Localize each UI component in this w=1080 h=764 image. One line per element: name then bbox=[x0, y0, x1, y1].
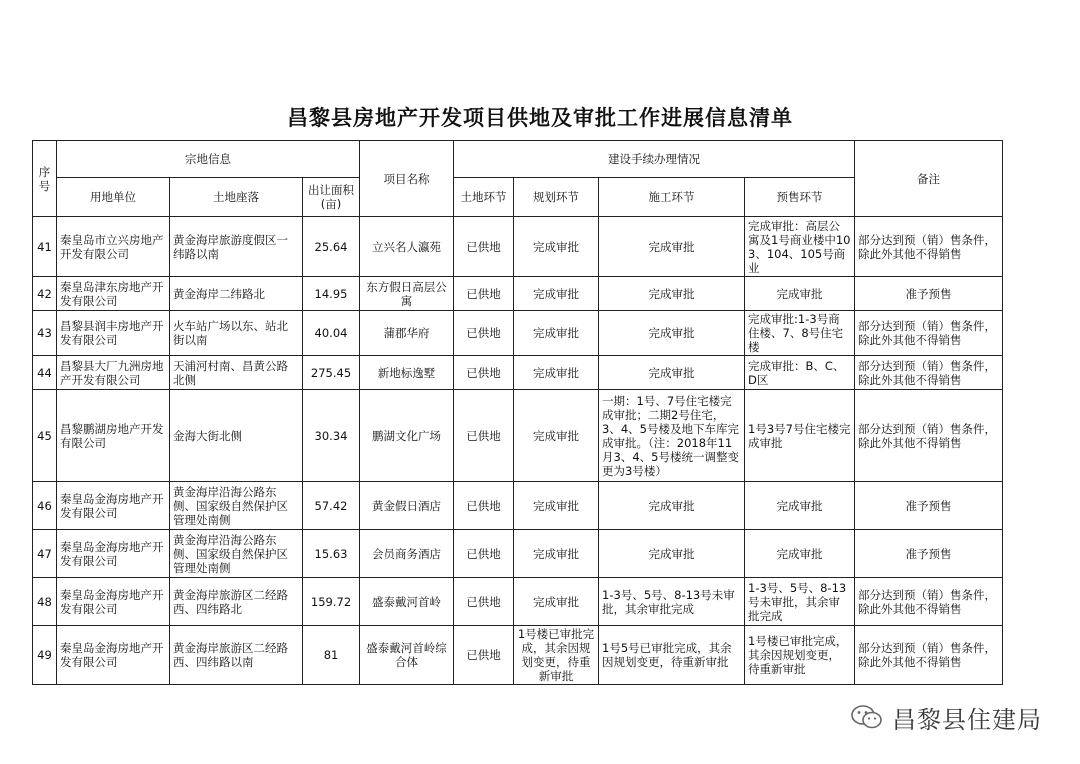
table-row bbox=[33, 482, 1003, 530]
cell-land-step: 已供地 bbox=[454, 626, 514, 685]
header-user: 用地单位 bbox=[57, 178, 170, 217]
cell-project: 黄金假日酒店 bbox=[360, 482, 454, 530]
cell-area: 159.72 bbox=[303, 578, 360, 626]
table-row bbox=[33, 277, 1003, 311]
cell-land-step: 已供地 bbox=[454, 217, 514, 277]
cell-plan-step: 完成审批 bbox=[514, 311, 599, 356]
cell-plan-step: 完成审批 bbox=[514, 530, 599, 578]
header-land-step: 土地环节 bbox=[454, 178, 514, 217]
cell-land-step: 已供地 bbox=[454, 390, 514, 482]
project-progress-table bbox=[32, 140, 1003, 685]
wechat-icon bbox=[850, 703, 884, 731]
cell-remark: 部分达到预（销）售条件，除此外其他不得销售 bbox=[855, 217, 1003, 277]
cell-seq: 41 bbox=[33, 217, 57, 277]
cell-area: 40.04 bbox=[303, 311, 360, 356]
header-land-info: 宗地信息 bbox=[57, 141, 360, 178]
cell-construction-step: 完成审批 bbox=[599, 356, 745, 390]
cell-area: 15.63 bbox=[303, 530, 360, 578]
cell-remark: 部分达到预（销）售条件，除此外其他不得销售 bbox=[855, 311, 1003, 356]
cell-presale-step: 完成审批 bbox=[745, 482, 855, 530]
cell-area: 275.45 bbox=[303, 356, 360, 390]
header-location: 土地座落 bbox=[170, 178, 303, 217]
cell-location: 黄金海岸旅游区二经路西、四纬路以南 bbox=[170, 626, 303, 685]
cell-area: 30.34 bbox=[303, 390, 360, 482]
cell-location: 黄金海岸二纬路北 bbox=[170, 277, 303, 311]
cell-presale-step: 1号3号7号住宅楼完成审批 bbox=[745, 390, 855, 482]
cell-seq: 46 bbox=[33, 482, 57, 530]
cell-seq: 42 bbox=[33, 277, 57, 311]
cell-remark: 部分达到预（销）售条件，除此外其他不得销售 bbox=[855, 390, 1003, 482]
cell-user: 昌黎县大厂九洲房地产开发有限公司 bbox=[57, 356, 170, 390]
cell-user: 秦皇岛金海房地产开发有限公司 bbox=[57, 482, 170, 530]
cell-remark: 准予预售 bbox=[855, 277, 1003, 311]
cell-project: 鹏湖文化广场 bbox=[360, 390, 454, 482]
cell-land-step: 已供地 bbox=[454, 482, 514, 530]
cell-remark: 部分达到预（销）售条件，除此外其他不得销售 bbox=[855, 578, 1003, 626]
cell-user: 秦皇岛金海房地产开发有限公司 bbox=[57, 530, 170, 578]
cell-land-step: 已供地 bbox=[454, 578, 514, 626]
cell-seq: 47 bbox=[33, 530, 57, 578]
cell-presale-step: 1-3号、5号、8-13号未审批，其余审批完成 bbox=[745, 578, 855, 626]
cell-plan-step: 完成审批 bbox=[514, 482, 599, 530]
cell-project: 新地标逸墅 bbox=[360, 356, 454, 390]
cell-project: 盛泰戴河首岭综合体 bbox=[360, 626, 454, 685]
cell-user: 昌黎县润丰房地产开发有限公司 bbox=[57, 311, 170, 356]
cell-project: 盛泰戴河首岭 bbox=[360, 578, 454, 626]
cell-project: 东方假日高层公寓 bbox=[360, 277, 454, 311]
cell-presale-step: 完成审批：高层公寓及1号商业楼中103、104、105号商业 bbox=[745, 217, 855, 277]
cell-project: 会员商务酒店 bbox=[360, 530, 454, 578]
cell-plan-step: 完成审批 bbox=[514, 277, 599, 311]
cell-construction-step: 完成审批 bbox=[599, 482, 745, 530]
cell-plan-step: 完成审批 bbox=[514, 356, 599, 390]
cell-location: 黄金海岸沿海公路东侧、国家级自然保护区管理处南侧 bbox=[170, 530, 303, 578]
cell-plan-step: 完成审批 bbox=[514, 217, 599, 277]
cell-remark: 部分达到预（销）售条件，除此外其他不得销售 bbox=[855, 356, 1003, 390]
cell-seq: 45 bbox=[33, 390, 57, 482]
cell-plan-step: 完成审批 bbox=[514, 578, 599, 626]
cell-presale-step: 完成审批：B、C、D区 bbox=[745, 356, 855, 390]
cell-land-step: 已供地 bbox=[454, 356, 514, 390]
cell-remark: 部分达到预（销）售条件，除此外其他不得销售 bbox=[855, 626, 1003, 685]
table-row bbox=[33, 217, 1003, 277]
cell-seq: 44 bbox=[33, 356, 57, 390]
cell-construction-step: 完成审批 bbox=[599, 530, 745, 578]
cell-remark: 准予预售 bbox=[855, 530, 1003, 578]
cell-remark: 准予预售 bbox=[855, 482, 1003, 530]
table-row bbox=[33, 626, 1003, 685]
table-row bbox=[33, 356, 1003, 390]
cell-construction-step: 完成审批 bbox=[599, 277, 745, 311]
cell-location: 火车站广场以东、站北街以南 bbox=[170, 311, 303, 356]
cell-land-step: 已供地 bbox=[454, 277, 514, 311]
cell-plan-step: 1号楼已审批完成，其余因规划变更，待重新审批 bbox=[514, 626, 599, 685]
cell-plan-step: 完成审批 bbox=[514, 390, 599, 482]
cell-presale-step: 完成审批:1-3号商住楼、7、8号住宅楼 bbox=[745, 311, 855, 356]
cell-presale-step: 完成审批 bbox=[745, 530, 855, 578]
table-row bbox=[33, 578, 1003, 626]
cell-location: 黄金海岸旅游区二经路西、四纬路北 bbox=[170, 578, 303, 626]
header-plan-step: 规划环节 bbox=[514, 178, 599, 217]
cell-presale-step: 完成审批 bbox=[745, 277, 855, 311]
table-row bbox=[33, 530, 1003, 578]
header-area: 出让面积(亩) bbox=[303, 178, 360, 217]
header-seq: 序号 bbox=[33, 141, 57, 217]
cell-presale-step: 1号楼已审批完成，其余因规划变更，待重新审批 bbox=[745, 626, 855, 685]
cell-construction-step: 一期：1号、7号住宅楼完成审批；二期2号住宅，3、4、5号楼及地下车库完成审批。（注：2018年11月3、4、5号楼统一调整变更为3号楼） bbox=[599, 390, 745, 482]
cell-seq: 48 bbox=[33, 578, 57, 626]
cell-user: 秦皇岛津东房地产开发有限公司 bbox=[57, 277, 170, 311]
cell-location: 金海大街北侧 bbox=[170, 390, 303, 482]
cell-land-step: 已供地 bbox=[454, 530, 514, 578]
cell-location: 黄金海岸旅游度假区一纬路以南 bbox=[170, 217, 303, 277]
table-row bbox=[33, 311, 1003, 356]
cell-area: 81 bbox=[303, 626, 360, 685]
cell-seq: 49 bbox=[33, 626, 57, 685]
cell-area: 57.42 bbox=[303, 482, 360, 530]
cell-location: 黄金海岸沿海公路东侧、国家级自然保护区管理处南侧 bbox=[170, 482, 303, 530]
header-project: 项目名称 bbox=[360, 141, 454, 217]
document-title: 昌黎县房地产开发项目供地及审批工作进展信息清单 bbox=[287, 106, 793, 130]
cell-user: 秦皇岛市立兴房地产开发有限公司 bbox=[57, 217, 170, 277]
cell-area: 14.95 bbox=[303, 277, 360, 311]
cell-construction-step: 完成审批 bbox=[599, 311, 745, 356]
cell-construction-step: 1-3号、5号、8-13号未审批，其余审批完成 bbox=[599, 578, 745, 626]
cell-user: 昌黎鹏湖房地产开发有限公司 bbox=[57, 390, 170, 482]
header-procedures: 建设手续办理情况 bbox=[454, 141, 855, 178]
cell-location: 天浦河村南、昌黄公路北侧 bbox=[170, 356, 303, 390]
header-presale-step: 预售环节 bbox=[745, 178, 855, 217]
cell-project: 立兴名人瀛苑 bbox=[360, 217, 454, 277]
cell-construction-step: 1号5号已审批完成，其余因规划变更，待重新审批 bbox=[599, 626, 745, 685]
cell-land-step: 已供地 bbox=[454, 311, 514, 356]
header-construction-step: 施工环节 bbox=[599, 178, 745, 217]
header-remark: 备注 bbox=[855, 141, 1003, 217]
cell-seq: 43 bbox=[33, 311, 57, 356]
table-row bbox=[33, 390, 1003, 482]
cell-area: 25.64 bbox=[303, 217, 360, 277]
cell-project: 蒲郡华府 bbox=[360, 311, 454, 356]
cell-construction-step: 完成审批 bbox=[599, 217, 745, 277]
cell-user: 秦皇岛金海房地产开发有限公司 bbox=[57, 626, 170, 685]
cell-user: 秦皇岛金海房地产开发有限公司 bbox=[57, 578, 170, 626]
watermark-text: 昌黎县住建局 bbox=[892, 706, 1042, 734]
